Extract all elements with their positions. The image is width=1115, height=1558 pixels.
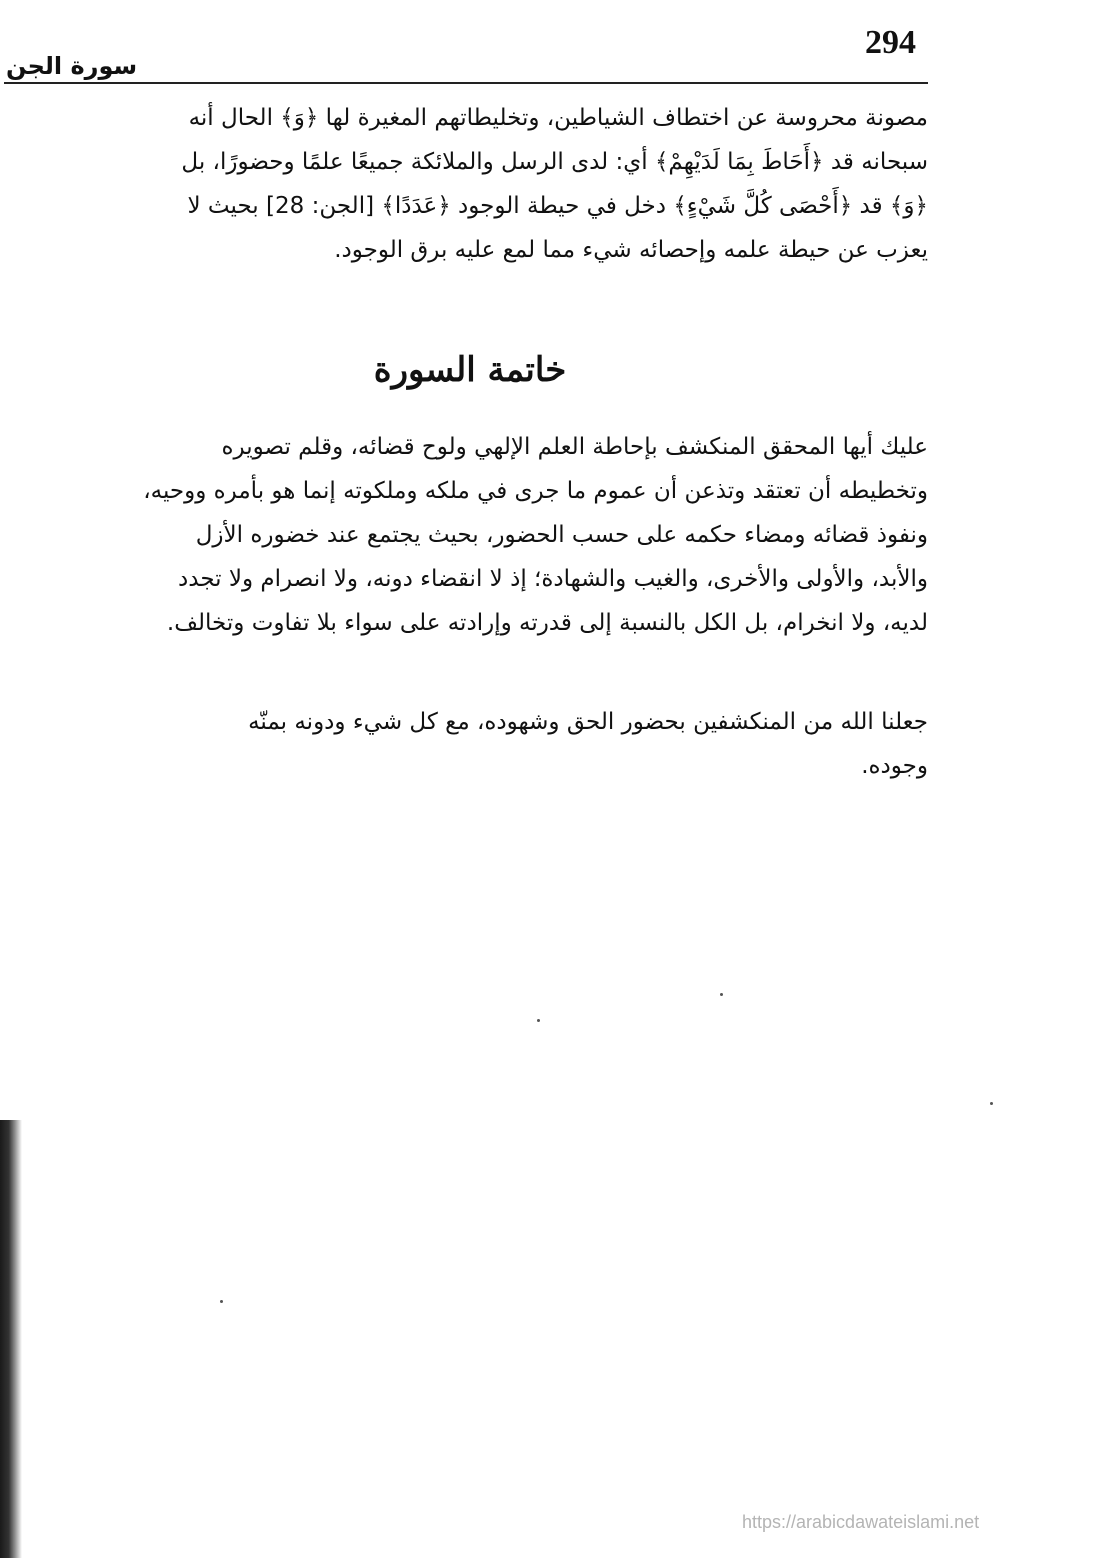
text-line: مصونة محروسة عن اختطاف الشياطين، وتخليطاتهم المغيرة لها ﴿وَ﴾ الحال أنه — [188, 105, 928, 131]
running-title: سورة الجن — [6, 52, 138, 80]
paragraph-intro — [8, 96, 928, 272]
text-line: وجوده. — [861, 753, 928, 779]
header-rule — [4, 82, 928, 84]
scan-speck — [990, 1102, 993, 1105]
scan-speck — [720, 993, 723, 996]
paragraph-conclusion — [10, 425, 928, 645]
paragraph-prayer — [10, 700, 928, 788]
text-line: يعزب عن حيطة علمه وإحصائه شيء مما لمع عليه برق الوجود. — [334, 237, 928, 263]
text-line: سبحانه قد ﴿أَحَاطَ بِمَا لَدَيْهِمْ﴾ أي: لدى الرسل والملائكة جميعًا علمًا وحضورًا، بل — [181, 149, 928, 175]
text-line: والأبد، والأولى والأخرى، والغيب والشهادة؛ إذ لا انقضاء دونه، ولا انصرام ولا تجدد — [178, 566, 928, 592]
scan-speck — [537, 1019, 540, 1022]
text-line: عليك أيها المحقق المنكشف بإحاطة العلم الإلهي ولوح قضائه، وقلم تصويره — [221, 434, 928, 460]
text-line: ونفوذ قضائه ومضاء حكمه على حسب الحضور، بحيث يجتمع عند خضوره الأزل — [195, 522, 928, 548]
section-heading: خاتمة السورة — [373, 350, 567, 390]
watermark-url: https://arabicdawateislami.net — [742, 1512, 980, 1532]
text-line: وتخطيطه أن تعتقد وتذعن أن عموم ما جرى في ملكه وملكوته إنما هو بأمره ووحيه، — [143, 478, 928, 504]
text-line: جعلنا الله من المنكشفين بحضور الحق وشهوده، مع كل شيء ودونه بمنّه — [248, 709, 928, 735]
text-line: ﴿وَ﴾ قد ﴿أَحْصَى كُلَّ شَيْءٍ﴾ دخل في حيطة الوجود ﴿عَدَدًا﴾ [الجن: 28] بحيث لا — [187, 193, 928, 219]
scan-edge-shadow — [0, 1120, 22, 1558]
page-number: 294 — [865, 24, 916, 61]
text-line: لديه، ولا انخرام، بل الكل بالنسبة إلى قدرته وإرادته على سواء بلا تفاوت وتخالف. — [166, 610, 928, 636]
scan-speck — [220, 1300, 223, 1303]
